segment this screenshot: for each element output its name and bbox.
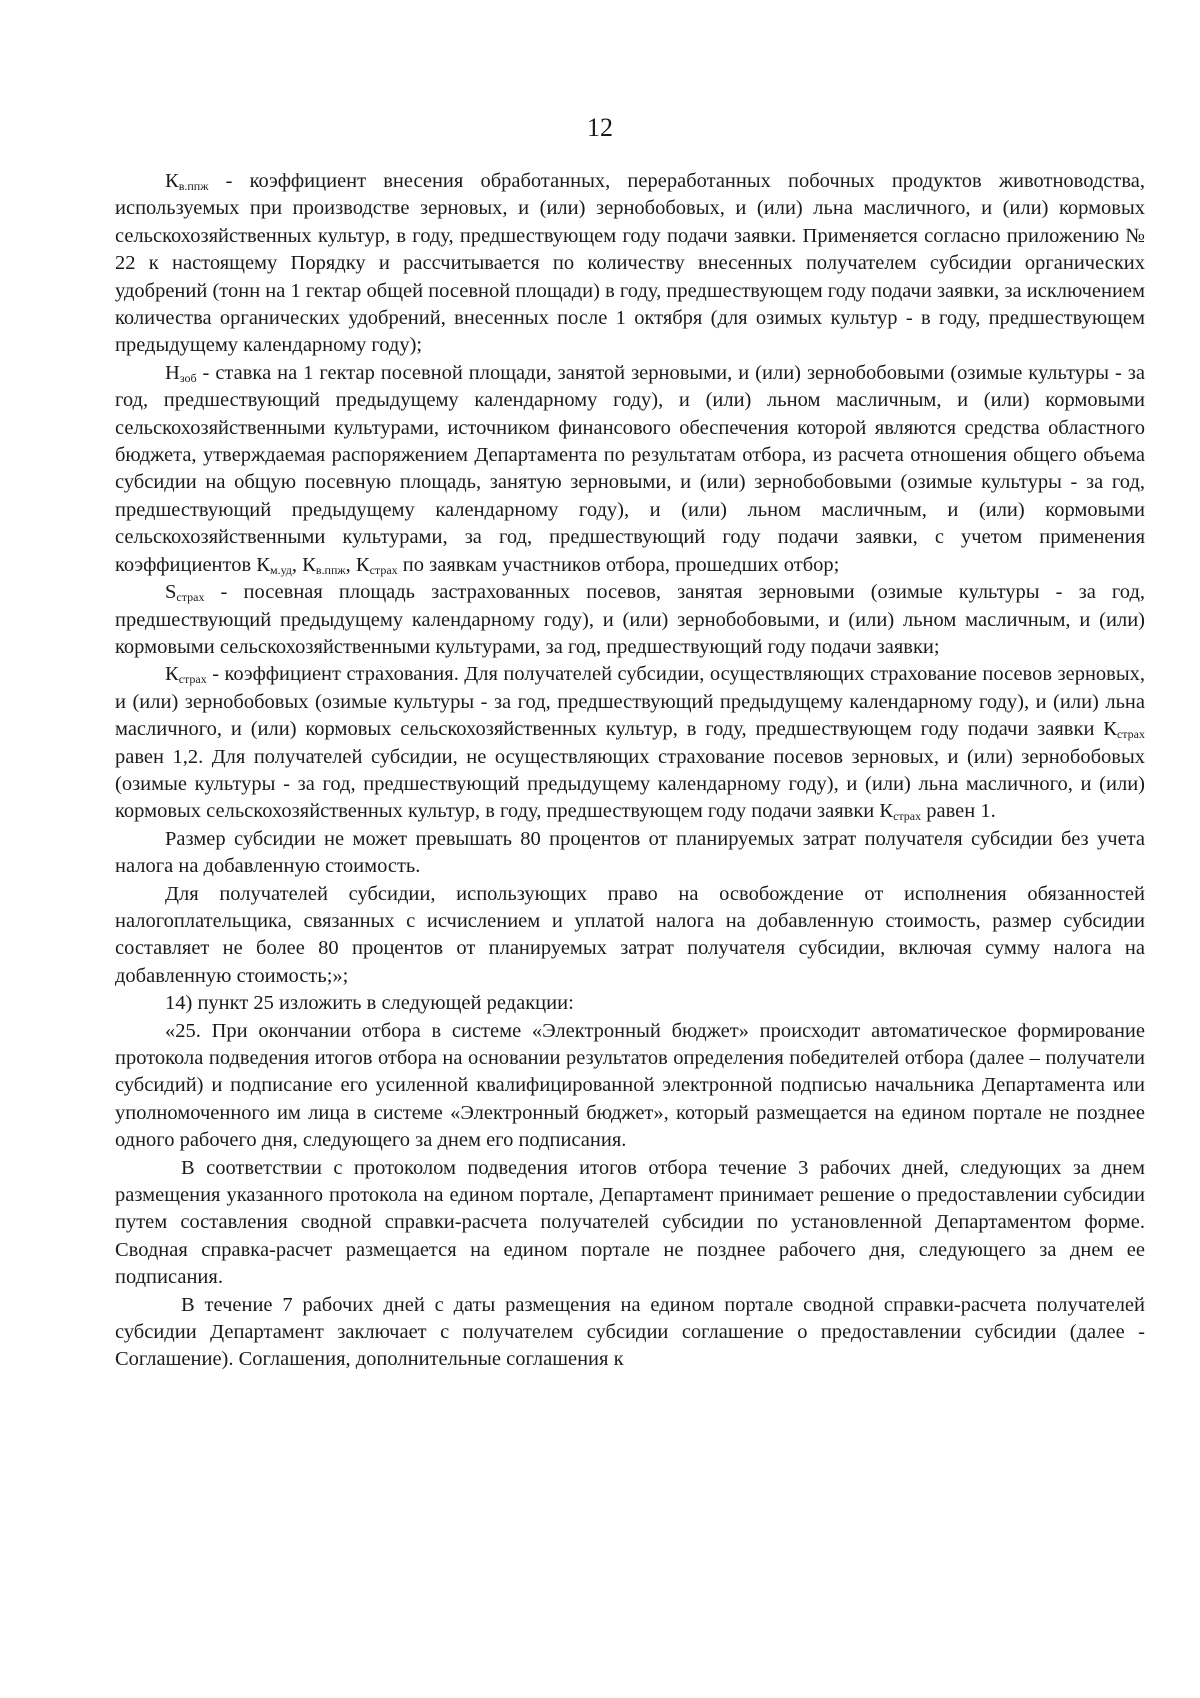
document-body xyxy=(115,168,1145,1374)
symbol: S xyxy=(165,581,177,604)
coefficient-subscript: страх xyxy=(369,562,398,577)
separator: , xyxy=(345,553,356,576)
coefficient-subscript: страх xyxy=(1116,727,1145,742)
symbol-subscript: зоб xyxy=(179,370,197,385)
page-number: 12 xyxy=(587,113,613,142)
symbol: К xyxy=(165,170,179,192)
coefficient-symbol: К xyxy=(256,553,270,576)
coefficient-subscript: страх xyxy=(893,809,922,824)
paragraph-text: - ставка на 1 гектар посевной площади, занятой зерновыми, и (или) зернобобовыми (озимые культуры - за год, предшествующий предыдущему календарному году), и (или) льном масличным, и (или) кормовыми сельскохозяйственными культурами, источником финансового обеспечения которой являются средства областного бюджета, утверждаемая распоряжением Департамента по результатам отбора, из расчета отношения общего объема субсидии на общую посевную площадь, занятую зерновыми, и (или) зернобобовыми (озимые культуры - за год, предшествующий предыдущему календарному году), и (или) льном масличным, и (или) кормовыми сельскохозяйственными культурами, за год, предшествующий году подачи заявки, с учетом применения коэффициентов xyxy=(115,361,1145,576)
paragraph-text: - посевная площадь застрахованных посевов, занятая зерновыми (озимые культуры - за год, предшествующий предыдущему календарному году), и (или) зернобобовыми, и (или) льном масличным, и (или) кормовыми сельскохозяйственными культурами, за год, предшествующий году подачи заявки; xyxy=(115,581,1145,658)
paragraph-text: по заявкам участников отбора, прошедших отбор; xyxy=(397,553,840,576)
paragraph-text: равен 1. xyxy=(921,800,996,823)
symbol-subscript: страх xyxy=(178,672,207,687)
paragraph-n-zob-definition xyxy=(115,360,1145,579)
paragraph-k-vppzh-definition xyxy=(115,168,1145,360)
coefficient-symbol: К xyxy=(355,553,370,576)
symbol-subscript: в.ппж xyxy=(178,179,209,193)
paragraph-text: - коэффициент внесения обработанных, переработанных побочных продуктов животноводства, используемых при производстве зерновых, и (или) зернобобовых, и (или) льна масличного, и (или) кормовых сельскохозяйственных культур, в году, предшествующем году подачи заявки. Применяется согласно приложению № 22 к настоящему Порядку и рассчитывается по количеству внесенных получателем субсидии органических удобрений (тонн на 1 гектар общей посевной площади) в году, предшествующем году подачи заявки, за исключением количества органических удобрений, внесенных после 1 октября (для озимых культур - в году, предшествующем предыдущему календарному году); xyxy=(115,170,1145,357)
symbol: К xyxy=(165,663,179,686)
paragraph-item-14: 14) пункт 25 изложить в следующей редакции: xyxy=(165,992,574,1015)
coefficient-symbol: К xyxy=(879,800,894,823)
symbol-subscript: страх xyxy=(176,590,205,605)
paragraph-agreement: В течение 7 рабочих дней с даты размещения на едином портале сводной справки-расчета получателей субсидии Департамент заключает с получателем субсидии соглашение о предоставлении субсидии (далее - Соглашение). Соглашения, дополнительные соглашения к xyxy=(115,1293,1145,1371)
paragraph-text: - коэффициент страхования. Для получателей субсидии, осуществляющих страхование посевов зерновых, и (или) зернобобовых (озимые культуры - за год, предшествующий предыдущему календарному году), и (или) льна масличного, и (или) кормовых сельскохозяйственных культур, в году, предшествующем году подачи заявки xyxy=(115,663,1145,741)
coefficient-symbol: К xyxy=(1103,718,1117,741)
paragraph-protocol-decision: В соответствии с протоколом подведения итогов отбора течение 3 рабочих дней, следующих за днем размещения указанного протокола на едином портале, Департамент принимает решение о предоставлении субсидии путем составления сводной справки-расчета получателей субсидии по установленной Департаментом форме. Сводная справка-расчет размещается на едином портале не позднее рабочего дня, следующего за днем ее подписания. xyxy=(115,1156,1145,1289)
symbol: Н xyxy=(165,361,180,384)
paragraph-k-strakh-definition xyxy=(115,661,1145,825)
paragraph-text: равен 1,2. Для получателей субсидии, не осуществляющих страхование посевов зерновых, и (или) зернобобовых (озимые культуры - за год, предшествующий предыдущему календарному году), и (или) льна масличного, и (или) кормовых сельскохозяйственных культур, в году, предшествующем году подачи заявки xyxy=(115,745,1145,823)
coefficient-subscript: м.уд xyxy=(269,562,292,577)
paragraph-s-strakh-definition xyxy=(115,579,1145,661)
paragraph-point-25: «25. При окончании отбора в системе «Электронный бюджет» происходит автоматическое формирование протокола подведения итогов отбора на основании результатов определения победителей отбора (далее – получатели субсидий) и подписание его усиленной квалифицированной электронной подписью начальника Департамента или уполномоченного им лица в системе «Электронный бюджет», который размещается на едином портале не позднее одного рабочего дня, следующего за днем его подписания. xyxy=(115,1019,1145,1152)
separator: , xyxy=(291,553,303,576)
coefficient-subscript: в.ппж xyxy=(315,562,346,577)
paragraph-subsidy-limit: Размер субсидии не может превышать 80 процентов от планируемых затрат получателя субсидии без учета налога на добавленную стоимость. xyxy=(115,827,1145,878)
coefficient-symbol: К xyxy=(302,553,316,576)
paragraph-vat-exemption: Для получателей субсидии, использующих право на освобождение от исполнения обязанностей налогоплательщика, связанных с исчислением и уплатой налога на добавленную стоимость, размер субсидии составляет не более 80 процентов от планируемых затрат получателя субсидии, включая сумму налога на добавленную стоимость;»; xyxy=(115,882,1145,987)
